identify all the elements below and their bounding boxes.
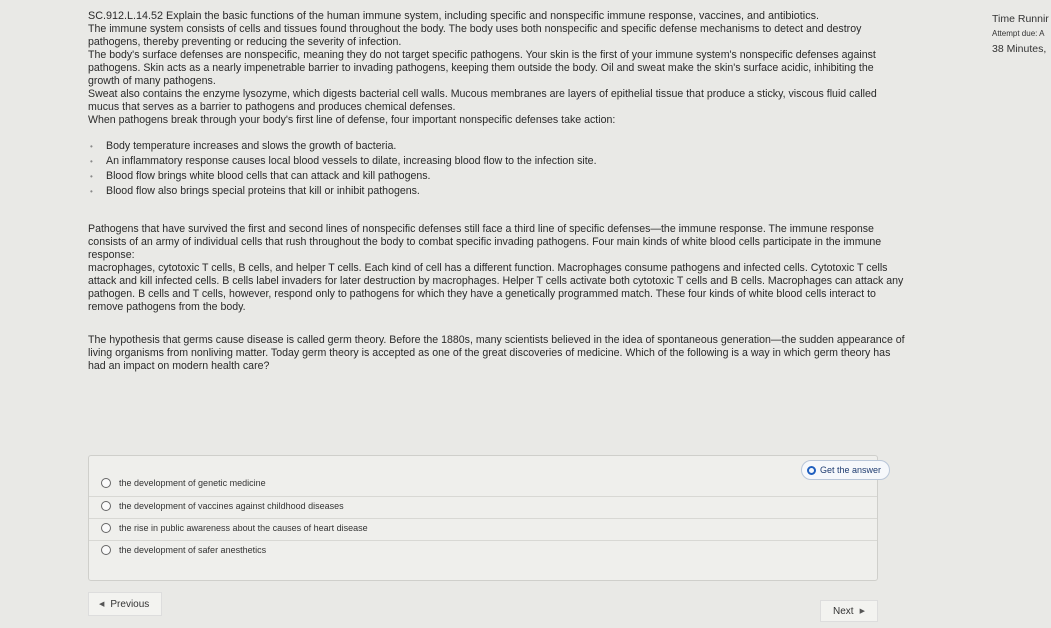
radio-button[interactable] xyxy=(101,545,111,555)
chevron-right-icon: ▶ xyxy=(859,608,865,615)
radio-button[interactable] xyxy=(101,478,111,488)
answer-option-label: the development of genetic medicine xyxy=(119,478,266,488)
paragraph-sweat-mucus: Sweat also contains the enzyme lysozyme, which digests bacterial cell walls. Mucous membranes are layers of epithelial tissue that produce a sticky, viscous fluid called mucus that serves as a barrier to pathogens and produces chemical defenses. xyxy=(88,88,877,113)
answer-options-box xyxy=(88,455,878,581)
standard-title: SC.912.L.14.52 Explain the basic functions of the human immune system, including specific and nonspecific immune response, vaccines, and antibiotics. xyxy=(88,10,819,22)
list-item: • An inflammatory response causes local blood vessels to dilate, increasing blood flow to the infection site. xyxy=(106,154,908,169)
divider xyxy=(89,496,877,497)
paragraph-white-blood-cells: macrophages, cytotoxic T cells, B cells, and helper T cells. Each kind of cell has a different function. Macrophages consume pathogens and infected cells. Cytotoxic T cells attack and kill infected cells. B cells label invaders for later destruction by macrophages. Helper T cells activate both cytotoxic T cells and B cells. Macrophages can attack any pathogen. B cells and T cells, however, respond only to pathogens for which they have a genetically programmed match. These four kinds of white blood cells interact to remove pathogens from the body. xyxy=(88,262,904,313)
radio-button[interactable] xyxy=(101,523,111,533)
get-answer-label: Get the answer xyxy=(820,465,882,475)
next-button[interactable] xyxy=(820,600,878,622)
answer-option-label: the development of safer anesthetics xyxy=(119,545,267,555)
paragraph-immune-response: Pathogens that have survived the first and second lines of nonspecific defenses still face a third line of specific defenses—the immune response. The immune response consists of an army of individual cells that rush throughout the body to combat specific invading pathogens. Four main kinds of white blood cells participate in the immune response: xyxy=(88,223,882,261)
answer-option-label: the development of vaccines against childhood diseases xyxy=(119,501,344,511)
answer-option-label: the rise in public awareness about the causes of heart disease xyxy=(119,523,368,533)
paragraph-nonspecific-intro: When pathogens break through your body's first line of defense, four important nonspecific defenses take action: xyxy=(88,114,616,126)
chevron-left-icon: ◀ xyxy=(99,601,105,608)
next-label: Next xyxy=(833,605,854,617)
divider xyxy=(89,518,877,519)
time-remaining: 38 Minutes, xyxy=(992,43,1047,55)
list-item: • Blood flow brings white blood cells that can attack and kill pathogens. xyxy=(106,169,908,184)
lesson-content xyxy=(88,10,908,373)
previous-label: Previous xyxy=(110,598,150,610)
answer-option[interactable] xyxy=(101,501,344,511)
answer-option[interactable] xyxy=(101,478,266,488)
attempt-due: Attempt due: A xyxy=(992,29,1045,38)
previous-button[interactable] xyxy=(88,592,162,616)
paragraph-intro: The immune system consists of cells and tissues found throughout the body. The body uses both nonspecific and specific defense mechanisms to detect and destroy pathogens, thereby preventing or reducing the severity of infection. xyxy=(88,23,862,48)
answer-option[interactable] xyxy=(101,545,266,555)
timer-panel xyxy=(992,12,1051,56)
list-item: • Blood flow also brings special proteins that kill or inhibit pathogens. xyxy=(106,184,908,199)
paragraph-surface-defenses: The body's surface defenses are nonspecific, meaning they do not target specific pathogens. Your skin is the first of your immune system's nonspecific defenses against pathogens. Skin acts as a nearly impenetrable barrier to invading pathogens, keeping them outside the body. Oil and sweat make the skin's surface acidic, inhibiting the growth of many pathogens. xyxy=(88,49,876,87)
timer-label: Time Runnir xyxy=(992,13,1049,25)
answer-option[interactable] xyxy=(101,523,368,533)
list-item: • Body temperature increases and slows the growth of bacteria. xyxy=(106,139,908,154)
question-text: The hypothesis that germs cause disease is called germ theory. Before the 1880s, many scientists believed in the idea of spontaneous generation—the sudden appearance of living organisms from nonliving matter. Today germ theory is accepted as one of the great discoveries of medicine. Which of the following is a way in which germ theory has had an impact on modern health care? xyxy=(88,334,905,372)
nonspecific-defenses-list xyxy=(106,139,908,199)
divider xyxy=(89,540,877,541)
get-answer-button[interactable] xyxy=(801,460,890,480)
answer-circle-icon xyxy=(807,466,816,475)
radio-button[interactable] xyxy=(101,501,111,511)
